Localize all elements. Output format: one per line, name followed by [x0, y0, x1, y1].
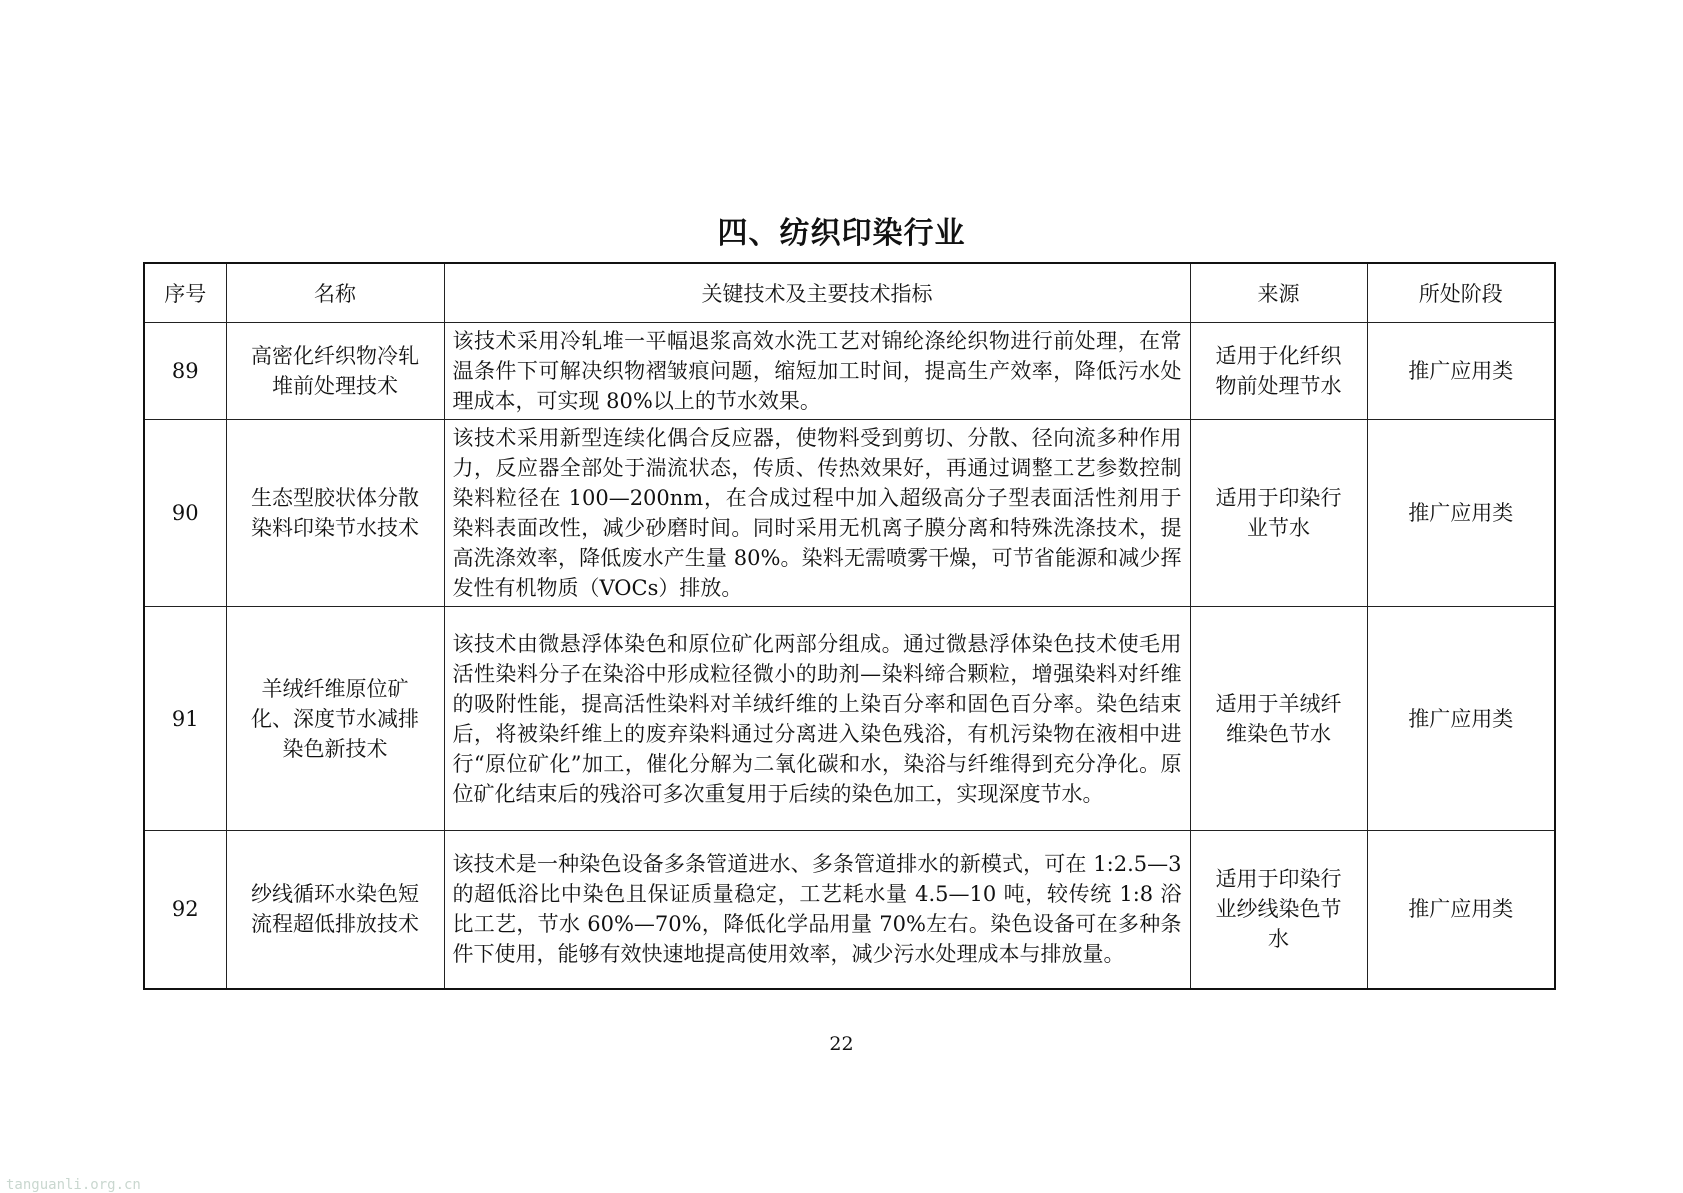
table-header-row [144, 263, 1555, 323]
row-name [226, 323, 444, 420]
row-source [1190, 323, 1367, 420]
row-name [226, 831, 444, 989]
header-name: 名称 [226, 263, 444, 323]
row-name [226, 607, 444, 831]
row-source-line: 物前处理节水 [1215, 374, 1342, 398]
row-source-line: 水 [1268, 927, 1289, 952]
row-source-line: 适用于羊绒纤 [1215, 691, 1342, 716]
row-name-line: 堆前处理技术 [272, 374, 398, 398]
row-name-line: 纱线循环水染色短 [251, 882, 419, 907]
row-stage: 推广应用类 [1367, 420, 1555, 607]
row-name-line: 染料印染节水技术 [251, 516, 419, 540]
row-source [1190, 831, 1367, 989]
row-name [226, 420, 444, 607]
row-stage: 推广应用类 [1367, 323, 1555, 420]
row-desc: 该技术采用冷轧堆一平幅退浆高效水洗工艺对锦纶涤纶织物进行前处理，在常温条件下可解决织物褶皱痕问题，缩短加工时间，提高生产效率，降低污水处理成本，可实现 80%以上的节水效果。 [444, 323, 1190, 420]
row-stage: 推广应用类 [1367, 831, 1555, 989]
row-name-line: 高密化纤织物冷轧 [251, 344, 419, 368]
row-name-line: 生态型胶状体分散 [251, 486, 419, 510]
row-seq: 92 [144, 831, 226, 989]
row-stage: 推广应用类 [1367, 607, 1555, 831]
row-source [1190, 420, 1367, 607]
row-name-line: 化、深度节水减排 [251, 706, 419, 731]
header-seq: 序号 [144, 263, 226, 323]
header-source: 来源 [1190, 263, 1367, 323]
watermark-text: tanguanli.org.cn [6, 1177, 141, 1193]
header-stage: 所处阶段 [1367, 263, 1555, 323]
row-seq: 91 [144, 607, 226, 831]
row-seq: 89 [144, 323, 226, 420]
table-row [144, 420, 1555, 607]
table-row [144, 831, 1555, 989]
row-source [1190, 607, 1367, 831]
row-name-line: 羊绒纤维原位矿 [261, 676, 409, 701]
row-source-line: 适用于印染行 [1215, 486, 1342, 510]
row-desc: 该技术是一种染色设备多条管道进水、多条管道排水的新模式，可在 1:2.5—3 的超低浴比中染色且保证质量稳定，工艺耗水量 4.5—10 吨，较传统 1:8 浴比工艺，节水 60%—70%，降低化学品用量 70%左右。染色设备可在多种条件下使用，能够有效快速地提高使用效率，减少污水处理成本与排放量。 [444, 831, 1190, 989]
row-seq: 90 [144, 420, 226, 607]
row-source-line: 维染色节水 [1226, 721, 1331, 746]
technology-table [143, 262, 1556, 990]
header-desc: 关键技术及主要技术指标 [444, 263, 1190, 323]
row-source-line: 适用于化纤织 [1215, 344, 1342, 368]
table-row [144, 607, 1555, 831]
page-number: 22 [829, 1033, 854, 1055]
row-name-line: 染色新技术 [282, 736, 388, 761]
page-title: 四、纺织印染行业 [717, 216, 966, 251]
row-desc: 该技术由微悬浮体染色和原位矿化两部分组成。通过微悬浮体染色技术使毛用活性染料分子在染浴中形成粒径微小的助剂—染料缔合颗粒，增强染料对纤维的吸附性能，提高活性染料对羊绒纤维的上染百分率和固色百分率。染色结束后，将被染纤维上的废弃染料通过分离进入染色残浴，有机污染物在液相中进行“原位矿化”加工，催化分解为二氧化碳和水，染浴与纤维得到充分净化。原位矿化结束后的残浴可多次重复用于后续的染色加工，实现深度节水。 [444, 607, 1190, 831]
row-name-line: 流程超低排放技术 [251, 912, 419, 937]
row-desc: 该技术采用新型连续化偶合反应器，使物料受到剪切、分散、径向流多种作用力，反应器全部处于湍流状态，传质、传热效果好，再通过调整工艺参数控制染料粒径在 100—200nm，在合成过程中加入超级高分子型表面活性剂用于染料表面改性，减少砂磨时间。同时采用无机离子膜分离和特殊洗涤技术，提高洗涤效率，降低废水产生量 80%。染料无需喷雾干燥，可节省能源和减少挥发性有机物质（VOCs）排放。 [444, 420, 1190, 607]
table-row [144, 323, 1555, 420]
row-source-line: 业节水 [1247, 516, 1310, 540]
row-source-line: 业纱线染色节 [1215, 897, 1342, 922]
row-source-line: 适用于印染行 [1215, 867, 1342, 892]
